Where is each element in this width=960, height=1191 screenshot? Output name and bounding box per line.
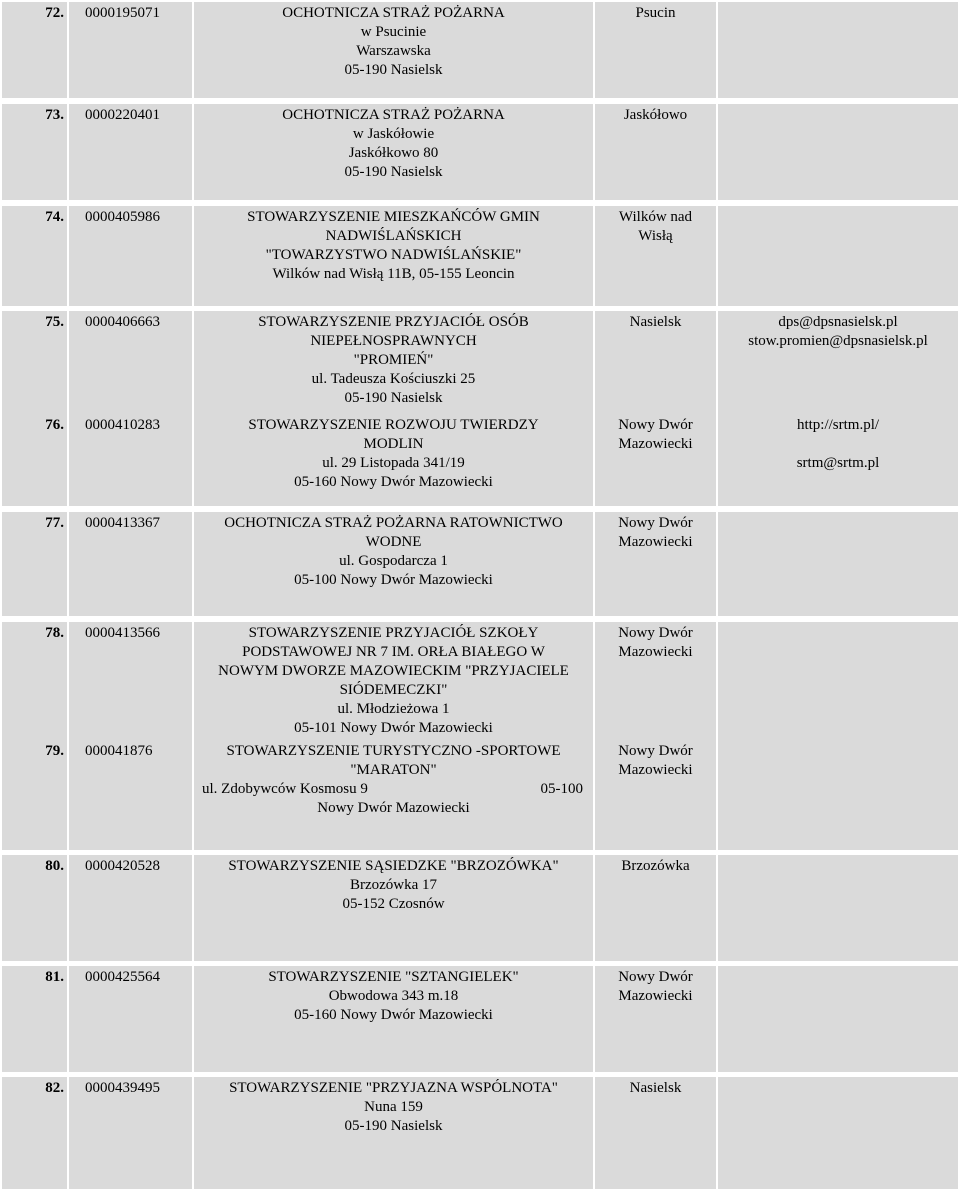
text-line: NADWIŚLAŃSKICH bbox=[325, 228, 462, 244]
text-line: 05-160 Nowy Dwór Mazowiecki bbox=[294, 474, 493, 490]
text-line: w Jaskółowie bbox=[352, 126, 435, 142]
text-line: SIÓDEMECZKI" bbox=[339, 682, 448, 698]
number-cell bbox=[2, 2, 67, 98]
organization-name bbox=[194, 4, 593, 80]
krs-number: 0000413566 bbox=[85, 625, 160, 641]
location bbox=[595, 514, 716, 552]
organization-name bbox=[194, 857, 593, 914]
text-line: Warszawska bbox=[356, 43, 431, 59]
organization-name bbox=[194, 514, 593, 590]
email-link[interactable]: stow.promien@dpsnasielsk.pl bbox=[748, 333, 928, 349]
text-line: STOWARZYSZENIE "SZTANGIELEK" bbox=[268, 969, 519, 985]
text-line: 05-190 Nasielsk bbox=[344, 1118, 443, 1134]
location bbox=[595, 742, 716, 780]
name-cell bbox=[194, 855, 593, 961]
id-cell bbox=[69, 311, 192, 506]
name-cell bbox=[194, 311, 593, 506]
organization-name bbox=[194, 416, 593, 492]
text-line: STOWARZYSZENIE "PRZYJAZNA WSPÓLNOTA" bbox=[229, 1080, 558, 1096]
entry-number: 75. bbox=[45, 314, 64, 330]
entry-number: 74. bbox=[45, 209, 64, 225]
krs-number: 0000420528 bbox=[85, 858, 160, 874]
location bbox=[595, 416, 716, 454]
contact-cell bbox=[718, 1077, 958, 1189]
location bbox=[595, 624, 716, 662]
contact-info[interactable] bbox=[718, 416, 958, 473]
table-row bbox=[0, 512, 960, 616]
contact-cell bbox=[718, 855, 958, 961]
number-cell bbox=[2, 206, 67, 306]
location-cell bbox=[595, 206, 716, 306]
text-line: WODNE bbox=[365, 534, 422, 550]
contact-cell bbox=[718, 311, 958, 506]
text-line: ul. Młodzieżowa 1 bbox=[337, 701, 450, 717]
location bbox=[595, 313, 716, 332]
krs-number: 0000439495 bbox=[85, 1080, 160, 1096]
text-line: Mazowiecki bbox=[618, 644, 693, 660]
text-line: Mazowiecki bbox=[618, 762, 693, 778]
text-line: STOWARZYSZENIE TURYSTYCZNO -SPORTOWE bbox=[226, 743, 561, 759]
krs-number: 0000406663 bbox=[85, 314, 160, 330]
entry-number: 80. bbox=[45, 858, 64, 874]
organization-name bbox=[194, 208, 593, 284]
text-line: "TOWARZYSTWO NADWIŚLAŃSKIE" bbox=[265, 247, 522, 263]
text-line: Brzozówka bbox=[621, 858, 690, 874]
table-row bbox=[0, 855, 960, 961]
location bbox=[595, 1079, 716, 1098]
text-line: w Psucinie bbox=[360, 24, 427, 40]
contact-cell bbox=[718, 206, 958, 306]
text-line: OCHOTNICZA STRAŻ POŻARNA bbox=[282, 5, 505, 21]
entry-number: 81. bbox=[45, 969, 64, 985]
id-cell bbox=[69, 966, 192, 1072]
text-line: STOWARZYSZENIE MIESZKAŃCÓW GMIN bbox=[247, 209, 540, 225]
text-line: Mazowiecki bbox=[618, 534, 693, 550]
text-line: Mazowiecki bbox=[618, 988, 693, 1004]
text-line: Mazowiecki bbox=[618, 436, 693, 452]
organization-name bbox=[194, 313, 593, 408]
text-line: Nowy Dwór bbox=[618, 743, 693, 759]
text-line: Wilków nad Wisłą 11B, 05-155 Leoncin bbox=[272, 266, 515, 282]
contact-cell bbox=[718, 966, 958, 1072]
text-line: STOWARZYSZENIE SĄSIEDZKE "BRZOZÓWKA" bbox=[228, 858, 559, 874]
table-row bbox=[0, 966, 960, 1072]
email-link[interactable]: srtm@srtm.pl bbox=[796, 455, 880, 471]
number-cell bbox=[2, 1077, 67, 1189]
text-line: Nowy Dwór bbox=[618, 515, 693, 531]
location-cell bbox=[595, 855, 716, 961]
text-line: Nasielsk bbox=[629, 314, 682, 330]
text-line: 05-190 Nasielsk bbox=[344, 164, 443, 180]
number-cell bbox=[2, 855, 67, 961]
text-line: 05-190 Nasielsk bbox=[344, 62, 443, 78]
text-line: STOWARZYSZENIE ROZWOJU TWIERDZY bbox=[248, 417, 539, 433]
address-part: 05-100 bbox=[540, 781, 583, 797]
id-cell bbox=[69, 206, 192, 306]
table-row bbox=[0, 1077, 960, 1189]
location bbox=[595, 106, 716, 125]
text-line: NIEPEŁNOSPRAWNYCH bbox=[310, 333, 477, 349]
entry-number: 73. bbox=[45, 107, 64, 123]
entry-number: 77. bbox=[45, 515, 64, 531]
text-line: OCHOTNICZA STRAŻ POŻARNA RATOWNICTWO bbox=[224, 515, 563, 531]
location-cell bbox=[595, 512, 716, 616]
text-line: Nasielsk bbox=[629, 1080, 682, 1096]
text-line: Nowy Dwór bbox=[618, 625, 693, 641]
entry-number: 76. bbox=[45, 417, 64, 433]
contact-cell bbox=[718, 2, 958, 98]
address-line bbox=[194, 780, 593, 799]
id-cell bbox=[69, 1077, 192, 1189]
text-line: Nowy Dwór bbox=[618, 969, 693, 985]
contact-cell bbox=[718, 622, 958, 850]
krs-number: 0000405986 bbox=[85, 209, 160, 225]
organization-name bbox=[194, 1079, 593, 1136]
text-line: ul. 29 Listopada 341/19 bbox=[322, 455, 465, 471]
table-row bbox=[0, 104, 960, 200]
location bbox=[595, 208, 716, 246]
name-cell bbox=[194, 2, 593, 98]
entry-number: 82. bbox=[45, 1080, 64, 1096]
contact-cell bbox=[718, 512, 958, 616]
location-cell bbox=[595, 104, 716, 200]
text-line: STOWARZYSZENIE PRZYJACIÓŁ OSÓB bbox=[258, 314, 529, 330]
name-cell bbox=[194, 966, 593, 1072]
id-cell bbox=[69, 622, 192, 850]
location bbox=[595, 857, 716, 876]
krs-number: 000041876 bbox=[85, 743, 153, 759]
location bbox=[595, 968, 716, 1006]
text-line: "PROMIEŃ" bbox=[353, 352, 434, 368]
table-row bbox=[0, 206, 960, 306]
text-line: 05-160 Nowy Dwór Mazowiecki bbox=[294, 1007, 493, 1023]
location-cell bbox=[595, 2, 716, 98]
entry-number: 79. bbox=[45, 743, 64, 759]
organization-name bbox=[194, 624, 593, 738]
krs-number: 0000413367 bbox=[85, 515, 160, 531]
number-cell bbox=[2, 622, 67, 850]
text-line: Jaskółowo bbox=[623, 107, 688, 123]
text-line: 05-152 Czosnów bbox=[342, 896, 445, 912]
text-line: 05-101 Nowy Dwór Mazowiecki bbox=[294, 720, 493, 736]
text-line: Nowy Dwór bbox=[618, 417, 693, 433]
location bbox=[595, 4, 716, 23]
text-line: MODLIN bbox=[363, 436, 424, 452]
table-row bbox=[0, 622, 960, 850]
number-cell bbox=[2, 104, 67, 200]
location-cell bbox=[595, 311, 716, 506]
text-line: Wilków nad bbox=[618, 209, 693, 225]
table-row bbox=[0, 311, 960, 506]
id-cell bbox=[69, 512, 192, 616]
krs-number: 0000425564 bbox=[85, 969, 160, 985]
text-line: ul. Gospodarcza 1 bbox=[339, 553, 448, 569]
text-line: ul. Tadeusza Kościuszki 25 bbox=[311, 371, 476, 387]
text-line: Wisłą bbox=[638, 228, 673, 244]
organization-name bbox=[194, 106, 593, 182]
text-line: 05-100 Nowy Dwór Mazowiecki bbox=[294, 572, 493, 588]
organization-name bbox=[194, 968, 593, 1025]
organization-name bbox=[194, 742, 593, 818]
contact-info[interactable] bbox=[718, 313, 958, 351]
text-line: "MARATON" bbox=[350, 762, 437, 778]
name-cell bbox=[194, 104, 593, 200]
email-link[interactable]: dps@dpsnasielsk.pl bbox=[778, 314, 898, 330]
text-line: Obwodowa 343 m.18 bbox=[328, 988, 459, 1004]
text-line: OCHOTNICZA STRAŻ POŻARNA bbox=[282, 107, 505, 123]
text-line: NOWYM DWORZE MAZOWIECKIM "PRZYJACIELE bbox=[218, 663, 569, 679]
name-cell bbox=[194, 206, 593, 306]
id-cell bbox=[69, 104, 192, 200]
name-cell bbox=[194, 512, 593, 616]
text-line: Psucin bbox=[635, 5, 676, 21]
number-cell bbox=[2, 512, 67, 616]
text-line: Nuna 159 bbox=[364, 1099, 423, 1115]
address-part: ul. Zdobywców Kosmosu 9 bbox=[202, 781, 368, 797]
number-cell bbox=[2, 311, 67, 506]
contact-cell bbox=[718, 104, 958, 200]
text-line: 05-190 Nasielsk bbox=[344, 390, 443, 406]
entry-number: 78. bbox=[45, 625, 64, 641]
location-cell bbox=[595, 966, 716, 1072]
number-cell bbox=[2, 966, 67, 1072]
website-link[interactable]: http://srtm.pl/ bbox=[796, 417, 880, 433]
entry-number: 72. bbox=[45, 5, 64, 21]
text-line: STOWARZYSZENIE PRZYJACIÓŁ SZKOŁY bbox=[248, 625, 539, 641]
id-cell bbox=[69, 2, 192, 98]
krs-number: 0000220401 bbox=[85, 107, 160, 123]
id-cell bbox=[69, 855, 192, 961]
name-cell bbox=[194, 1077, 593, 1189]
location-cell bbox=[595, 622, 716, 850]
text-line: Nowy Dwór Mazowiecki bbox=[317, 800, 470, 816]
text-line: Jaskółkowo 80 bbox=[348, 145, 439, 161]
location-cell bbox=[595, 1077, 716, 1189]
text-line: Brzozówka 17 bbox=[349, 877, 438, 893]
krs-number: 0000195071 bbox=[85, 5, 160, 21]
table-row bbox=[0, 2, 960, 98]
text-line: PODSTAWOWEJ NR 7 IM. ORŁA BIAŁEGO W bbox=[242, 644, 545, 660]
krs-number: 0000410283 bbox=[85, 417, 160, 433]
name-cell bbox=[194, 622, 593, 850]
